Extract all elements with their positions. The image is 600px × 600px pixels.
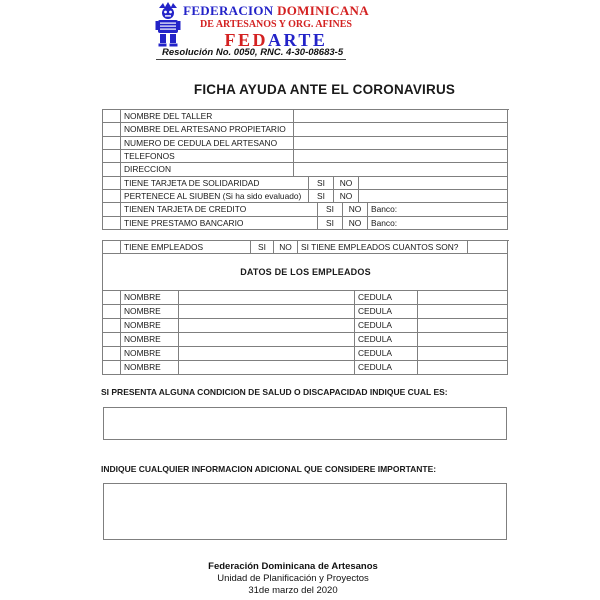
employees-section-title: DATOS DE LOS EMPLEADOS — [103, 254, 508, 291]
table-row — [103, 137, 509, 150]
row-index-cell — [103, 110, 121, 123]
employee-cedula-label: CEDULA — [355, 333, 418, 347]
table-row — [103, 241, 509, 254]
option-no-tarjeta-credito[interactable]: NO — [343, 203, 368, 216]
employee-nombre-label: NOMBRE — [121, 319, 179, 333]
option-si-tarjeta-credito[interactable]: SI — [318, 203, 343, 216]
row-index-cell — [103, 123, 121, 136]
resolution-text: Resolución No. 0050, RNC. 4-30-08683-5 — [162, 47, 344, 58]
org-acronym-part1: FED — [224, 30, 269, 51]
field-extra-solidaridad[interactable] — [359, 177, 508, 190]
field-input-taller[interactable] — [294, 110, 508, 123]
table-row — [103, 190, 509, 203]
row-index-cell — [103, 163, 121, 176]
employee-nombre-label: NOMBRE — [121, 291, 179, 305]
employee-cedula-input[interactable] — [418, 333, 508, 347]
row-index-cell — [103, 361, 121, 375]
option-si-empleados[interactable]: SI — [251, 241, 274, 254]
table-row — [103, 110, 509, 123]
row-index-cell — [103, 241, 121, 254]
option-si-solidaridad[interactable]: SI — [309, 177, 334, 190]
employee-cedula-input[interactable] — [418, 347, 508, 361]
field-label-prestamo: TIENE PRESTAMO BANCARIO — [121, 217, 318, 230]
field-input-direccion[interactable] — [294, 163, 508, 176]
employee-nombre-input[interactable] — [179, 347, 355, 361]
employee-nombre-input[interactable] — [179, 305, 355, 319]
employee-nombre-label: NOMBRE — [121, 305, 179, 319]
employee-nombre-label: NOMBRE — [121, 333, 179, 347]
option-no-empleados[interactable]: NO — [274, 241, 298, 254]
field-label-siuben: PERTENECE AL SIUBEN (Si ha sido evaluado) — [121, 190, 309, 203]
table-row — [103, 150, 509, 163]
field-label-tarjeta-credito: TIENEN TARJETA DE CREDITO — [121, 203, 318, 216]
table-row — [103, 254, 509, 291]
org-subtitle: DE ARTESANOS Y ORG. AFINES — [200, 18, 352, 30]
employee-row — [103, 319, 509, 333]
employee-nombre-label: NOMBRE — [121, 347, 179, 361]
footer-unit: Unidad de Planificación y Proyectos — [217, 573, 369, 584]
employee-cedula-input[interactable] — [418, 305, 508, 319]
employee-nombre-input[interactable] — [179, 361, 355, 375]
org-acronym-part2: ARTE — [268, 30, 328, 51]
header-divider — [156, 59, 346, 60]
option-si-prestamo[interactable]: SI — [318, 217, 343, 230]
row-index-cell — [103, 305, 121, 319]
field-label-telefonos: TELEFONOS — [121, 150, 294, 163]
row-index-cell — [103, 203, 121, 216]
additional-info-input-box[interactable] — [103, 483, 507, 540]
employee-nombre-label: NOMBRE — [121, 361, 179, 375]
org-name-part1: FEDERACION — [183, 3, 274, 18]
option-no-prestamo[interactable]: NO — [343, 217, 368, 230]
employee-row — [103, 347, 509, 361]
table-row — [103, 163, 509, 176]
employee-row — [103, 305, 509, 319]
field-label-taller: NOMBRE DEL TALLER — [121, 110, 294, 123]
field-input-cedula[interactable] — [294, 137, 508, 150]
employee-nombre-input[interactable] — [179, 333, 355, 347]
footer-date: 31de marzo del 2020 — [248, 585, 338, 596]
field-input-telefonos[interactable] — [294, 150, 508, 163]
health-condition-label: SI PRESENTA ALGUNA CONDICION DE SALUD O DISCAPACIDAD INDIQUE CUAL ES: — [101, 387, 448, 397]
employees-table — [102, 240, 509, 375]
field-label-cedula: NUMERO DE CEDULA DEL ARTESANO — [121, 137, 294, 150]
employee-row — [103, 333, 509, 347]
table-row — [103, 177, 509, 190]
employee-cedula-label: CEDULA — [355, 305, 418, 319]
field-label-solidaridad: TIENE TARJETA DE SOLIDARIDAD — [121, 177, 309, 190]
employee-cedula-input[interactable] — [418, 361, 508, 375]
employee-cedula-label: CEDULA — [355, 361, 418, 375]
employee-nombre-input[interactable] — [179, 291, 355, 305]
field-banco-prestamo[interactable]: Banco: — [368, 217, 508, 230]
row-index-cell — [103, 347, 121, 361]
table-row — [103, 217, 509, 230]
footer — [0, 561, 586, 597]
field-input-propietario[interactable] — [294, 123, 508, 136]
field-label-cuantos-empleados: SI TIENE EMPLEADOS CUANTOS SON? — [298, 241, 468, 254]
field-label-direccion: DIRECCION — [121, 163, 294, 176]
employee-cedula-input[interactable] — [418, 291, 508, 305]
row-index-cell — [103, 150, 121, 163]
employee-cedula-label: CEDULA — [355, 291, 418, 305]
employee-cedula-label: CEDULA — [355, 319, 418, 333]
row-index-cell — [103, 217, 121, 230]
row-index-cell — [103, 333, 121, 347]
org-name-block — [182, 4, 370, 50]
table-row — [103, 123, 509, 136]
row-index-cell — [103, 137, 121, 150]
additional-info-label: INDIQUE CUALQUIER INFORMACION ADICIONAL QUE CONSIDERE IMPORTANTE: — [101, 464, 437, 474]
fedarte-logo-icon — [155, 2, 181, 47]
employee-row — [103, 361, 509, 375]
employee-row — [103, 291, 509, 305]
table-row — [103, 203, 509, 216]
field-label-propietario: NOMBRE DEL ARTESANO PROPIETARIO — [121, 123, 294, 136]
option-si-siuben[interactable]: SI — [309, 190, 334, 203]
row-index-cell — [103, 177, 121, 190]
employee-nombre-input[interactable] — [179, 319, 355, 333]
org-name — [182, 4, 370, 18]
health-condition-input-box[interactable] — [103, 407, 507, 440]
field-label-tiene-empleados: TIENE EMPLEADOS — [121, 241, 251, 254]
row-index-cell — [103, 291, 121, 305]
row-index-cell — [103, 319, 121, 333]
employee-cedula-input[interactable] — [418, 319, 508, 333]
employee-cedula-label: CEDULA — [355, 347, 418, 361]
field-extra-siuben[interactable] — [359, 190, 508, 203]
field-banco-tarjeta-credito[interactable]: Banco: — [368, 203, 508, 216]
row-index-cell — [103, 190, 121, 203]
page-title: FICHA AYUDA ANTE EL CORONAVIRUS — [193, 82, 456, 97]
footer-org-name: Federación Dominicana de Artesanos — [208, 561, 378, 572]
option-no-solidaridad[interactable]: NO — [334, 177, 359, 190]
option-no-siuben[interactable]: NO — [334, 190, 359, 203]
field-input-cuantos-empleados[interactable] — [468, 241, 508, 254]
org-name-part2: DOMINICANA — [277, 3, 369, 18]
applicant-table — [102, 109, 509, 230]
